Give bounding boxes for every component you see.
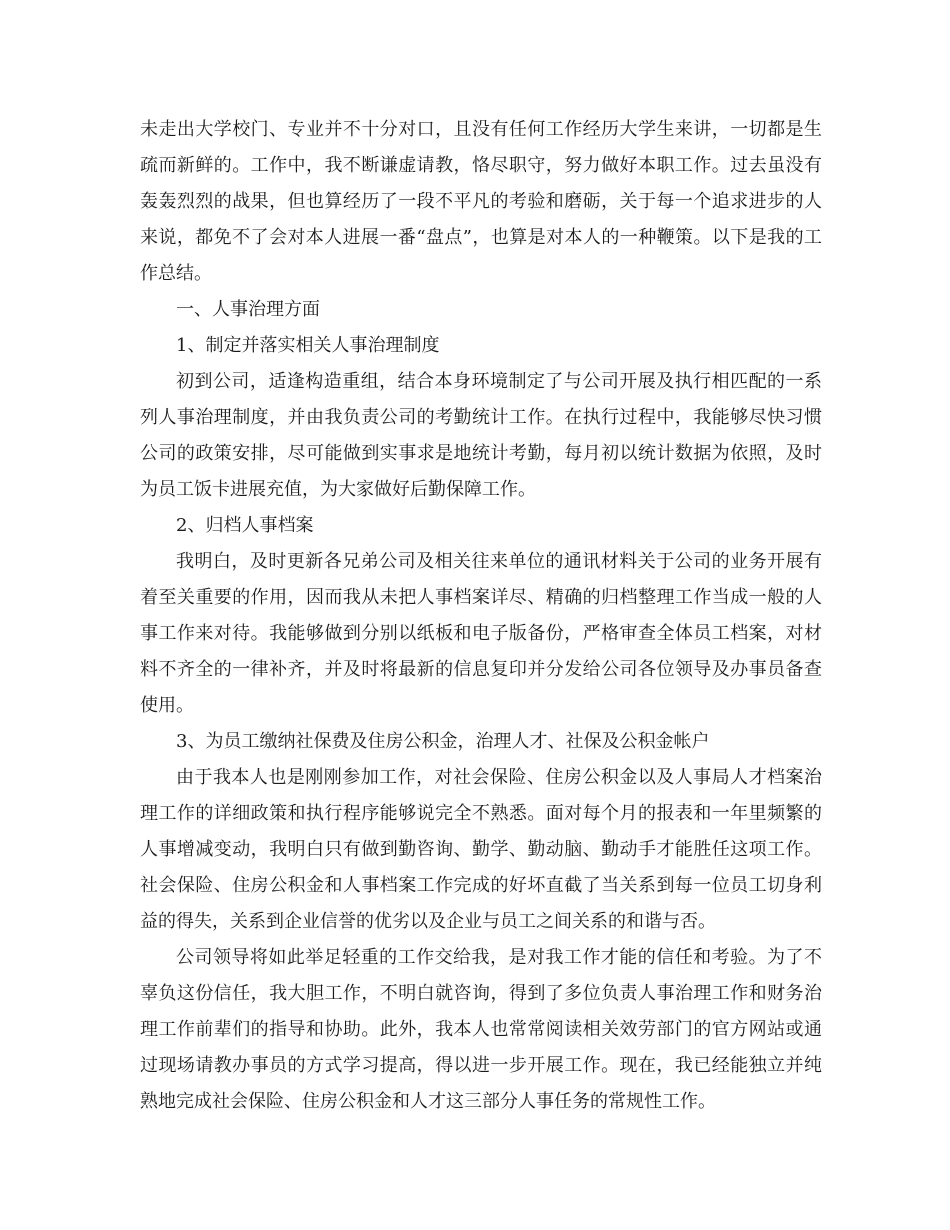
document-body [140,112,822,1120]
subheading-1: 1、制定并落实相关人事治理制度 [176,335,440,356]
subheading-2: 2、归档人事档案 [176,515,314,536]
paragraph-1: 初到公司，适逢构造重组，结合本身环境制定了与公司开展及执行相匹配的一系列人事治理制度，并由我负责公司的考勤统计工作。在执行过程中，我能够尽快习惯公司的政策安排，尽可能做到实事求是地统计考勤，每月初以统计数据为依照，及时为员工饭卡进展充值，为大家做好后勤保障工作。 [140,371,822,500]
paragraph-3: 由于我本人也是刚刚参加工作，对社会保险、住房公积金以及人事局人才档案治理工作的详细政策和执行程序能够说完全不熟悉。面对每个月的报表和一年里频繁的人事增减变动，我明白只有做到勤咨询、勤学、勤动脑、勤动手才能胜任这项工作。社会保险、住房公积金和人事档案工作完成的好坏直截了当关系到每一位员工切身利益的得失，关系到企业信誉的优劣以及企业与员工之间关系的和谐与否。 [140,767,822,932]
section-heading-personnel: 一、人事治理方面 [176,299,320,320]
paragraph-intro-continued: 未走出大学校门、专业并不十分对口，且没有任何工作经历大学生来讲，一切都是生疏而新鲜的。工作中，我不断谦虚请教，恪尽职守，努力做好本职工作。过去虽没有轰轰烈烈的战果，但也算经历了一段不平凡的考验和磨砺，关于每一个追求进步的人来说，都免不了会对本人进展一番“盘点”，也算是对本人的一种鞭策。以下是我的工作总结。 [140,119,822,284]
paragraph-2: 我明白，及时更新各兄弟公司及相关往来单位的通讯材料关于公司的业务开展有着至关重要的作用，因而我从未把人事档案详尽、精确的归档整理工作当成一般的人事工作来对待。我能够做到分别以纸板和电子版备份，严格审查全体员工档案，对材料不齐全的一律补齐，并及时将最新的信息复印并分发给公司各位领导及办事员备查使用。 [140,551,822,716]
subheading-3: 3、为员工缴纳社保费及住房公积金，治理人才、社保及公积金帐户 [176,731,710,752]
paragraph-4: 公司领导将如此举足轻重的工作交给我，是对我工作才能的信任和考验。为了不辜负这份信任，我大胆工作，不明白就咨询，得到了多位负责人事治理工作和财务治理工作前辈们的指导和协助。此外，我本人也常常阅读相关效劳部门的官方网站或通过现场请教办事员的方式学习提高，得以进一步开展工作。现在，我已经能独立并纯熟地完成社会保险、住房公积金和人才这三部分人事任务的常规性工作。 [140,947,822,1112]
